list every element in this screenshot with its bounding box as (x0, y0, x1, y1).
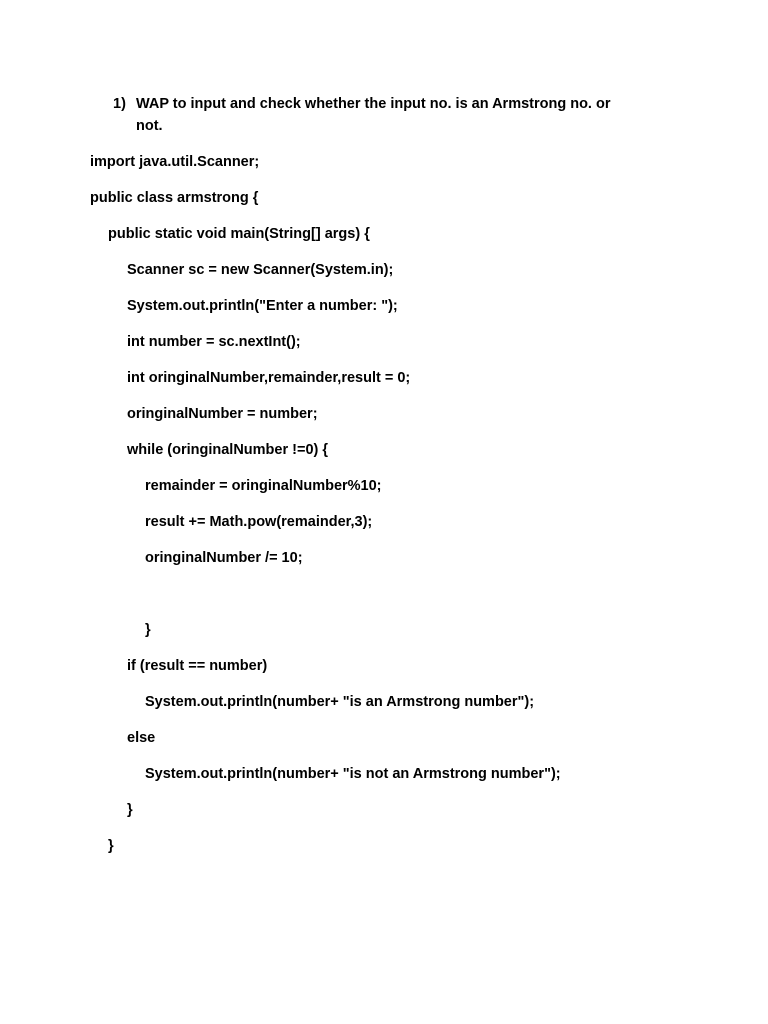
code-line: public static void main(String[] args) { (108, 226, 370, 242)
code-line: int number = sc.nextInt(); (127, 334, 301, 350)
question-text-line-1: WAP to input and check whether the input no. is an Armstrong no. or (136, 96, 611, 112)
code-line: else (127, 730, 156, 746)
code-line: } (145, 622, 151, 638)
code-line: Scanner sc = new Scanner(System.in); (127, 262, 394, 278)
code-line: remainder = oringinalNumber%10; (145, 478, 382, 494)
question-heading (113, 93, 673, 137)
code-line: while (oringinalNumber !=0) { (127, 442, 329, 458)
code-line: result += Math.pow(remainder,3); (145, 514, 373, 530)
code-line: System.out.println("Enter a number: "); (127, 298, 398, 314)
code-line: int oringinalNumber,remainder,result = 0; (127, 370, 411, 386)
code-line: oringinalNumber = number; (127, 406, 318, 422)
code-line: System.out.println(number+ "is an Armstrong number"); (145, 694, 535, 710)
code-line: } (127, 802, 133, 818)
question-text-line-2: not. (136, 118, 163, 134)
code-line: import java.util.Scanner; (90, 154, 260, 170)
question-number: 1) (113, 96, 126, 112)
code-line: } (108, 838, 114, 854)
code-line: public class armstrong { (90, 190, 259, 206)
code-line: if (result == number) (127, 658, 268, 674)
code-line: oringinalNumber /= 10; (145, 550, 303, 566)
code-line: System.out.println(number+ "is not an Armstrong number"); (145, 766, 561, 782)
